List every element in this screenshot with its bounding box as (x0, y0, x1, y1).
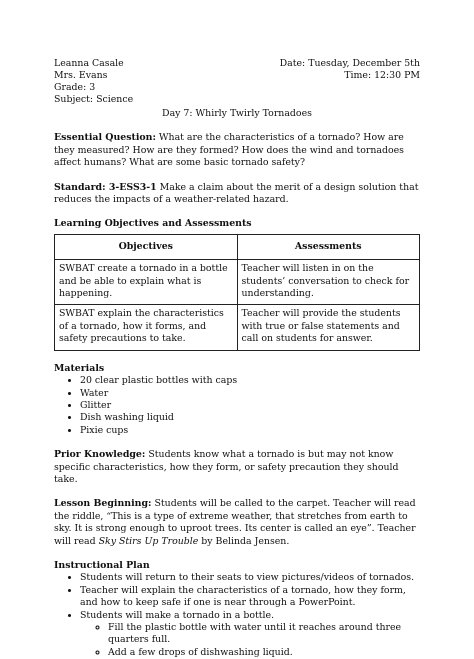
sub-list-item: ◦ Fill the plastic bottle with water until it reaches around three quarters full. (108, 622, 420, 647)
list-item (80, 610, 420, 659)
date: Date: Tuesday, December 5th (279, 58, 420, 69)
book-title: Sky Stirs Up Trouble (98, 535, 199, 547)
table-cell: SWBAT create a tornado in a bottle and be able to explain what is happening. (55, 260, 238, 305)
table-cell: Teacher will listen in on the students’ conversation to check for understanding. (237, 260, 420, 305)
standard-text: Make a claim about the merit of a design solution that reduces the impacts of a weather-related hazard. (54, 181, 419, 206)
lesson-beginning-label: Lesson Beginning: (54, 498, 152, 510)
list-item: • Water (80, 388, 420, 400)
header (54, 58, 420, 108)
teacher-name: Mrs. Evans (54, 70, 108, 81)
prior-knowledge (54, 449, 420, 486)
lesson-beginning-text: Students will be called to the carpet. Teacher will read the riddle, “This is a type of extreme weather, that stretches from earth to sky. It is strong enough to uproot trees. Its center is called an eye”. Teacher will read (54, 498, 416, 547)
materials-heading: Materials (54, 362, 105, 374)
table-cell: SWBAT explain the characteristics of a tornado, how it forms, and safety precautions to take. (55, 305, 238, 350)
essential-question (54, 132, 420, 169)
list-item: • Students will return to their seats to view pictures/videos of tornados. (80, 572, 420, 584)
list-item: • Pixie cups (80, 425, 420, 437)
standard-label: Standard: 3-ESS3-1 (54, 181, 157, 193)
list-item: • Dish washing liquid (80, 412, 420, 424)
table-header-assessments: Assessments (237, 234, 420, 259)
instructional-plan-heading: Instructional Plan (54, 559, 150, 571)
lesson-title: Day 7: Whirly Twirly Tornadoes (162, 108, 312, 119)
table-header-objectives: Objectives (55, 234, 238, 259)
essential-question-text: What are the characteristics of a tornado? How are they measured? How are they formed? How does the wind and tornadoes affect humans? What are some basic tornado safety? (54, 132, 404, 169)
objectives-table (54, 234, 420, 351)
table-header-row (55, 234, 420, 259)
essential-question-label: Essential Question: (54, 132, 156, 144)
subject: Subject: Science (54, 94, 134, 105)
objectives-heading: Learning Objectives and Assessments (54, 218, 252, 230)
instructional-plan-list (54, 572, 420, 659)
table-row (55, 260, 420, 305)
time: Time: 12:30 PM (344, 70, 420, 81)
materials-list (54, 375, 420, 437)
sub-list-item: ◦ Add a few drops of dishwashing liquid. (108, 647, 420, 659)
prior-knowledge-text: Students know what a tornado is but may not know specific characteristics, how they form, or safety precaution they should take. (54, 449, 399, 485)
sub-list (80, 622, 420, 659)
table-row (55, 305, 420, 350)
table-cell: Teacher will provide the students with true or false statements and call on students for answer. (237, 305, 420, 350)
list-item: • Teacher will explain the characteristics of a tornado, how they form, and how to keep safe if one is near through a PowerPoint. (80, 585, 420, 610)
list-item: • 20 clear plastic bottles with caps (80, 375, 420, 387)
list-item: • Glitter (80, 400, 420, 412)
list-item-text: Students will make a tornado in a bottle. (80, 609, 275, 621)
lesson-beginning-after: by Belinda Jensen. (198, 535, 290, 547)
standard (54, 182, 420, 207)
prior-knowledge-label: Prior Knowledge: (54, 449, 146, 461)
author-name: Leanna Casale (54, 58, 124, 69)
grade: Grade: 3 (54, 82, 96, 93)
lesson-beginning (54, 498, 420, 548)
